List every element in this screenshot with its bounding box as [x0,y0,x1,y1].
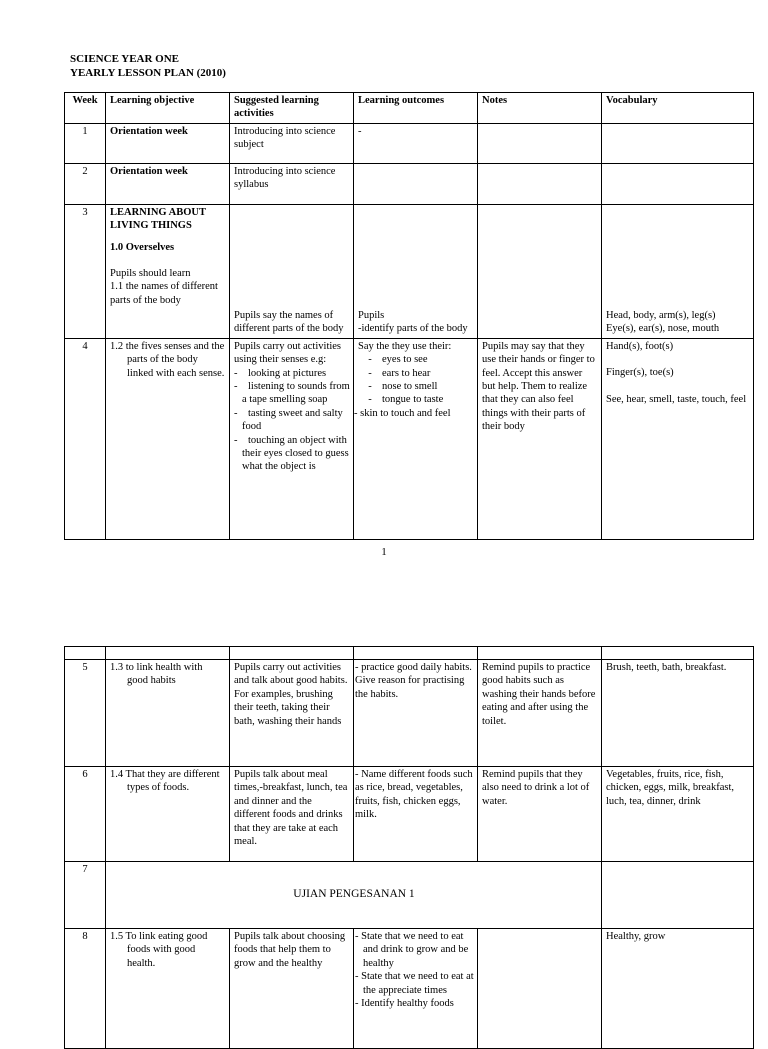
notes-cell: Pupils may say that they use their hands or finger to feel. Accept this answer but help. Them to realize that they can also feel things with their parts of their body [478,338,602,539]
outcomes-cell: - Name different foods such as rice, bread, vegetables, fruits, fish, chicken eggs, milk. [354,767,478,862]
week-cell: 3 [65,204,106,338]
list-item: - State that we need to eat and drink to grow and be healthy [355,931,469,969]
activities-cell: Introducing into science syllabus [230,163,354,204]
objective-text: Pupils should learn [110,268,191,280]
list-item: - looking at pictures [234,367,327,379]
notes-cell: Remind pupils that they also need to drink a lot of water. [478,767,602,862]
activities-cell: Introducing into science subject [230,123,354,163]
outcomes-cell [354,338,478,539]
lesson-plan-table-page-1 [64,92,754,540]
vocabulary-cell [602,338,754,539]
week-cell: 4 [65,338,106,539]
vocabulary-cell [602,123,754,163]
activities-cell: Pupils carry out activities and talk about good habits. For examples, brushing their teeth, taking their bath, washing their hands [230,660,354,767]
list-item: - tasting sweet and salty food [234,407,346,433]
vocabulary-text: Head, body, arm(s), leg(s) [606,310,716,321]
outcomes-text: Pupils [358,310,385,321]
table-row [65,862,754,929]
list-item: - touching an object with their eyes closed to guess what the object is [234,434,352,473]
objective-cell: Orientation week [106,123,230,163]
document-heading [70,52,226,80]
vocabulary-cell [602,862,754,929]
list-item: - nose to smell [368,381,438,393]
vocabulary-text: See, hear, smell, taste, touch, feel [606,393,747,405]
list-item: - listening to sounds from a tape smelling soap [234,381,353,406]
activities-cell: Pupils talk about meal times,-breakfast, lunch, tea and dinner and the different foods and drinks that they are take at each meal. [230,767,354,862]
outcomes-text: -identify parts of the body [358,323,468,335]
table-row [65,338,754,539]
outcomes-cell: - [354,123,478,163]
objective-title: LEARNING ABOUT LIVING THINGS [110,206,206,232]
header-objective: Learning objective [106,93,230,124]
objective-cell: 1.5 To link eating good foods with good health. [106,929,230,1049]
page-number: 1 [381,546,387,558]
activities-text: Pupils say the names of different parts of the body [234,310,344,335]
list-item: - State that we need to eat at the appreciate times [355,971,474,996]
week-cell: 7 [65,862,106,929]
activities-cell [230,204,354,338]
week-cell: 6 [65,767,106,862]
outcomes-cell [354,163,478,204]
notes-cell: Remind pupils to practice good habits such as washing their hands before eating and after using the toilet. [478,660,602,767]
objective-text: 1.2 the fives senses and the parts of the body linked with each sense. [110,340,225,379]
list-item: - eyes to see [368,354,428,366]
table-row [65,660,754,767]
list-item: - skin to touch and feel [354,407,451,419]
outcomes-cell: - practice good daily habits. Give reason for practising the habits. [354,660,478,767]
header-outcomes: Learning outcomes [354,93,478,124]
objective-cell [106,338,230,539]
vocabulary-cell: Brush, teeth, bath, breakfast. [602,660,754,767]
table-row [65,767,754,862]
header-week: Week [65,93,106,124]
list-item: - ears to hear [368,367,431,379]
heading-line-2: YEARLY LESSON PLAN (2010) [70,67,226,79]
vocabulary-cell [602,204,754,338]
list-item: - tongue to taste [368,394,444,406]
notes-cell [478,163,602,204]
activities-cell: Pupils talk about choosing foods that help them to grow and the healthy [230,929,354,1049]
header-vocabulary: Vocabulary [602,93,754,124]
objective-cell: 1.4 That they are different types of foods. [106,767,230,862]
activities-intro: Pupils carry out activities using their senses e.g: [234,340,342,366]
vocabulary-cell: Vegetables, fruits, rice, fish, chicken, eggs, milk, breakfast, luch, tea, dinner, drink [602,767,754,862]
lesson-plan-table-page-2 [64,646,754,1049]
week-cell: 1 [65,123,106,163]
vocabulary-cell: Healthy, grow [602,929,754,1049]
table-row [65,929,754,1049]
objective-cell [106,204,230,338]
header-activities: Suggested learning activities [230,93,354,124]
table-row [65,123,754,163]
table-row [65,204,754,338]
vocabulary-text: Eye(s), ear(s), nose, mouth [606,323,720,335]
notes-cell [478,929,602,1049]
exam-cell: UJIAN PENGESANAN 1 [106,862,602,929]
table-row [65,163,754,204]
week-cell: 5 [65,660,106,767]
notes-cell [478,123,602,163]
header-notes: Notes [478,93,602,124]
week-cell: 8 [65,929,106,1049]
vocabulary-cell [602,163,754,204]
outcomes-cell [354,204,478,338]
vocabulary-text: Finger(s), toe(s) [606,367,674,379]
week-cell: 2 [65,163,106,204]
heading-line-1: SCIENCE YEAR ONE [70,53,180,65]
notes-cell [478,204,602,338]
list-item: - Identify healthy foods [355,998,454,1010]
outcomes-intro: Say the they use their: [358,340,452,352]
objective-cell: Orientation week [106,163,230,204]
objective-subtitle: 1.0 Overselves [110,241,175,253]
objective-cell: 1.3 to link health with good habits [106,660,230,767]
outcomes-cell [354,929,478,1049]
table-header-row [65,647,754,660]
vocabulary-text: Hand(s), foot(s) [606,340,674,352]
objective-text: 1.1 the names of different parts of the body [110,281,218,306]
table-header-row [65,93,754,124]
activities-cell [230,338,354,539]
